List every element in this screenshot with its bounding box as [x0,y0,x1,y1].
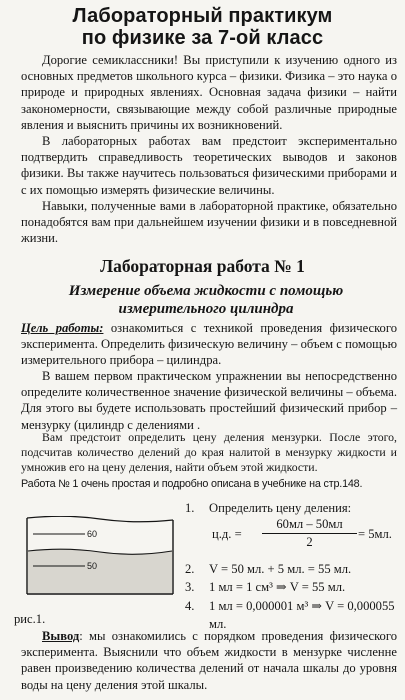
goal-label: Цель работы: [21,321,104,335]
tick-label-50: 50 [87,561,98,571]
page-title-line2: по физике за 7-ой класс [81,27,324,49]
conclusion-text: : мы ознакомились с порядком проведения физического эксперимента. Выяснили что объем жидкости в мензурке численне равен произведению количества делений от начала шкалы до уровня воды на цену деления этой шкалы. [21,629,397,692]
intro-paragraph-3: Навыки, полученные вами в лабораторной практике, обязательно понадобятся вам при дальнейшем изучении физики и в повседневной жизни. [21,199,397,246]
tick-label-60: 60 [87,529,98,539]
lab-subtitle: Измерение объема жидкости с помощью измерительного цилиндра [68,283,344,317]
division-price-formula [212,517,402,559]
conclusion-label: Вывод [42,629,80,643]
formula-fraction [262,517,357,550]
textbook-note: Работа № 1 очень простая и подробно описана в учебнике на стр.148. [21,478,363,490]
formula-lhs: ц.д. = [212,527,242,541]
lab-task: В вашем первом практическом упражнении вы непосредственно определите количественное значение физической величины – объема. Для этого вы будете использовать простейший физический прибор – мензурку (цилиндр с делениями . [21,369,397,432]
formula-numerator: 60мл – 50мл [276,517,343,531]
fraction-bar [262,533,357,534]
conclusion [21,628,397,693]
lab-instruction: Вам предстоит определить цену деления мензурки. После этого, подсчитав количество делений до края налитой в мензурку жидкости и умножив его на цену деления, найти объем этой жидкости. [21,430,397,475]
intro-paragraph-1: Дорогие семиклассники! Вы приступили к изучению одного из основных предметов школьного курса – физики. Физика – это наука о природе и природных явлениях. Основная задача физики – найти закономерности, связывающие между собой различные природные явления и выяснить причины их возникновений. [21,53,397,132]
intro-paragraph-2: В лабораторных работах вам предстоит экспериментально подтвердить справедливость теоретических выводов и законов физики. Вы также научитесь пользоваться физическими приборами и с их помощью измерять физические величины. [21,134,397,197]
lab-title: Лабораторная работа № 1 [100,256,305,276]
measuring-cylinder-figure [25,516,175,598]
steps-list: 1. Определить цену деления: 2. V = 50 мл. + 5 мл. = 55 мл. 3. 1 мл = 1 см³ ⇒ V = 55 мл. 4. 1 мл = 0,000001 м³ ⇒ V = 0,000055 мл. [185,501,395,631]
formula-rhs: = 5мл. [358,527,392,541]
page-title-line1: Лабораторный практикум [72,5,333,27]
figure-caption: рис.1. [14,612,46,626]
formula-denominator: 2 [306,535,313,549]
goal-text: ознакомиться с техникой проведения физического эксперимента. Определить физическую величину – объем с помощью измерительного прибора – цилиндра. [21,321,397,368]
lab-goal [21,320,397,369]
